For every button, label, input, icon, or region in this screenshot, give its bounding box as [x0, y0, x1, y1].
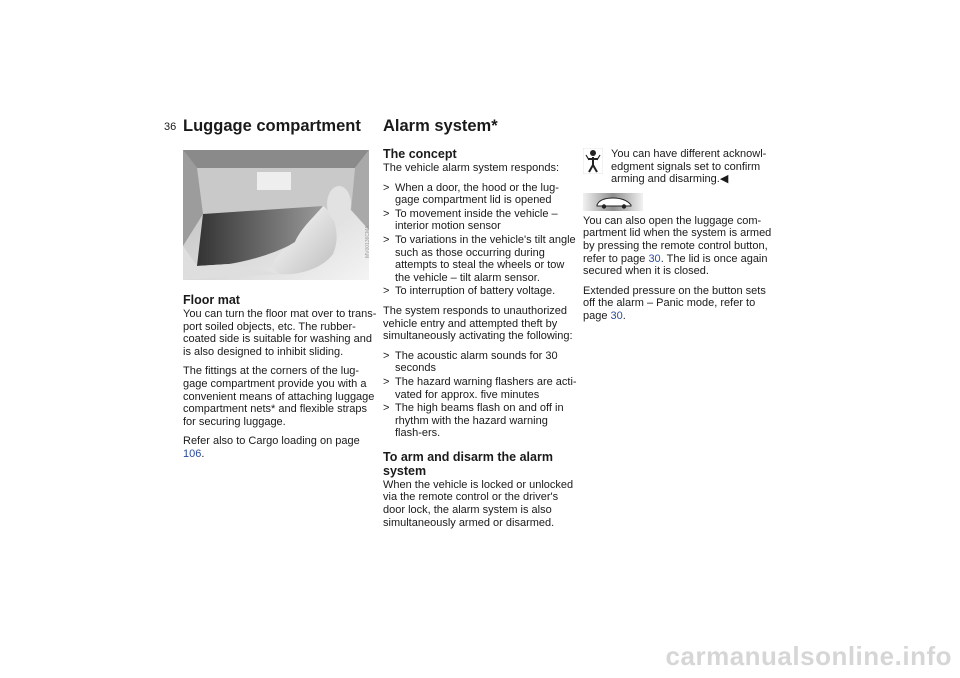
arm-disarm-paragraph: When the vehicle is locked or unlocked via the remote control or the driver's door lock, the alarm system is also simultaneously armed or disarmed.	[383, 478, 574, 529]
panic-mode-end: .	[622, 309, 626, 322]
middle-column	[383, 147, 577, 536]
luggage-lid-paragraph	[583, 215, 775, 278]
luggage-lid-end: . The lid is once again secured when it is closed.	[583, 252, 768, 278]
photo-code: MV00136CMA	[365, 225, 371, 258]
bullet-marker: >	[383, 349, 390, 362]
activation-list	[383, 350, 577, 440]
end-marker: ◀	[719, 173, 729, 186]
floor-mat-paragraph-1: You can turn the floor mat over to trans-port soiled objects, etc. The rubber-coated side is suitable for washing and is also designed to inhibit sliding.	[183, 308, 377, 358]
concept-intro: The vehicle alarm system responds:	[383, 162, 560, 174]
page-30-link[interactable]: 30	[648, 252, 661, 265]
cargo-reference-text: Refer also to Cargo loading on page	[183, 435, 360, 448]
bullet-marker: >	[383, 233, 390, 246]
acknowledgment-text: You can have different acknowl-edgment signals set to confirm arming and disarming.	[611, 148, 767, 186]
bullet-marker: >	[383, 181, 390, 194]
luggage-compartment-title: Luggage compartment	[183, 117, 361, 135]
acknowledgment-note	[583, 148, 775, 186]
floor-mat-paragraph-2: The fittings at the corners of the lug-gage compartment provide you with a convenient means of attaching luggage compartment nets* and flexible straps for securing luggage.	[183, 365, 375, 428]
watermark: carmanualsonline.info	[665, 641, 952, 671]
floor-mat-heading: Floor mat	[183, 293, 240, 307]
list-item: > To variations in the vehicle's tilt angle such as those occurring during attempts to steal the wheels or tow the vehicle – tilt alarm sensor.	[383, 233, 576, 284]
concept-heading: The concept	[383, 147, 457, 161]
arm-disarm-heading: To arm and disarm the alarm system	[383, 449, 553, 478]
luggage-lid-text: You can also open the luggage com-partment lid when the system is armed by pressing the remote control button, refer to page	[583, 214, 772, 265]
cargo-reference	[183, 435, 378, 460]
person-note-icon	[583, 148, 603, 174]
panic-mode-paragraph	[583, 285, 775, 323]
bullet-marker: >	[383, 285, 390, 298]
car-icon	[583, 193, 643, 211]
responds-list	[383, 182, 577, 298]
luggage-compartment-photo	[183, 150, 369, 280]
list-item: > The high beams flash on and off in rhythm with the hazard warning flash-ers.	[383, 402, 564, 440]
page-106-link[interactable]: 106	[183, 447, 202, 460]
bullet-marker: >	[383, 375, 390, 388]
right-column	[583, 148, 775, 330]
alarm-system-title: Alarm system*	[383, 117, 498, 135]
bullet-marker: >	[383, 402, 390, 415]
responds-paragraph: The system responds to unauthorized vehicle entry and attempted theft by simultaneously activating the following:	[383, 304, 573, 343]
page-30-link[interactable]: 30	[610, 309, 623, 322]
cargo-reference-end: .	[201, 447, 205, 460]
list-item: > To interruption of battery voltage.	[383, 285, 556, 298]
list-item: > The hazard warning flashers are acti-vated for approx. five minutes	[383, 375, 577, 401]
list-item: > The acoustic alarm sounds for 30 seconds	[383, 349, 558, 375]
bullet-marker: >	[383, 207, 390, 220]
panic-mode-text: Extended pressure on the button sets off the alarm – Panic mode, refer to page	[583, 284, 766, 322]
list-item: > When a door, the hood or the lug-gage compartment lid is opened	[383, 181, 559, 207]
list-item: > To movement inside the vehicle – interior motion sensor	[383, 207, 558, 233]
left-column	[183, 293, 378, 468]
page-number: 36	[164, 121, 177, 133]
